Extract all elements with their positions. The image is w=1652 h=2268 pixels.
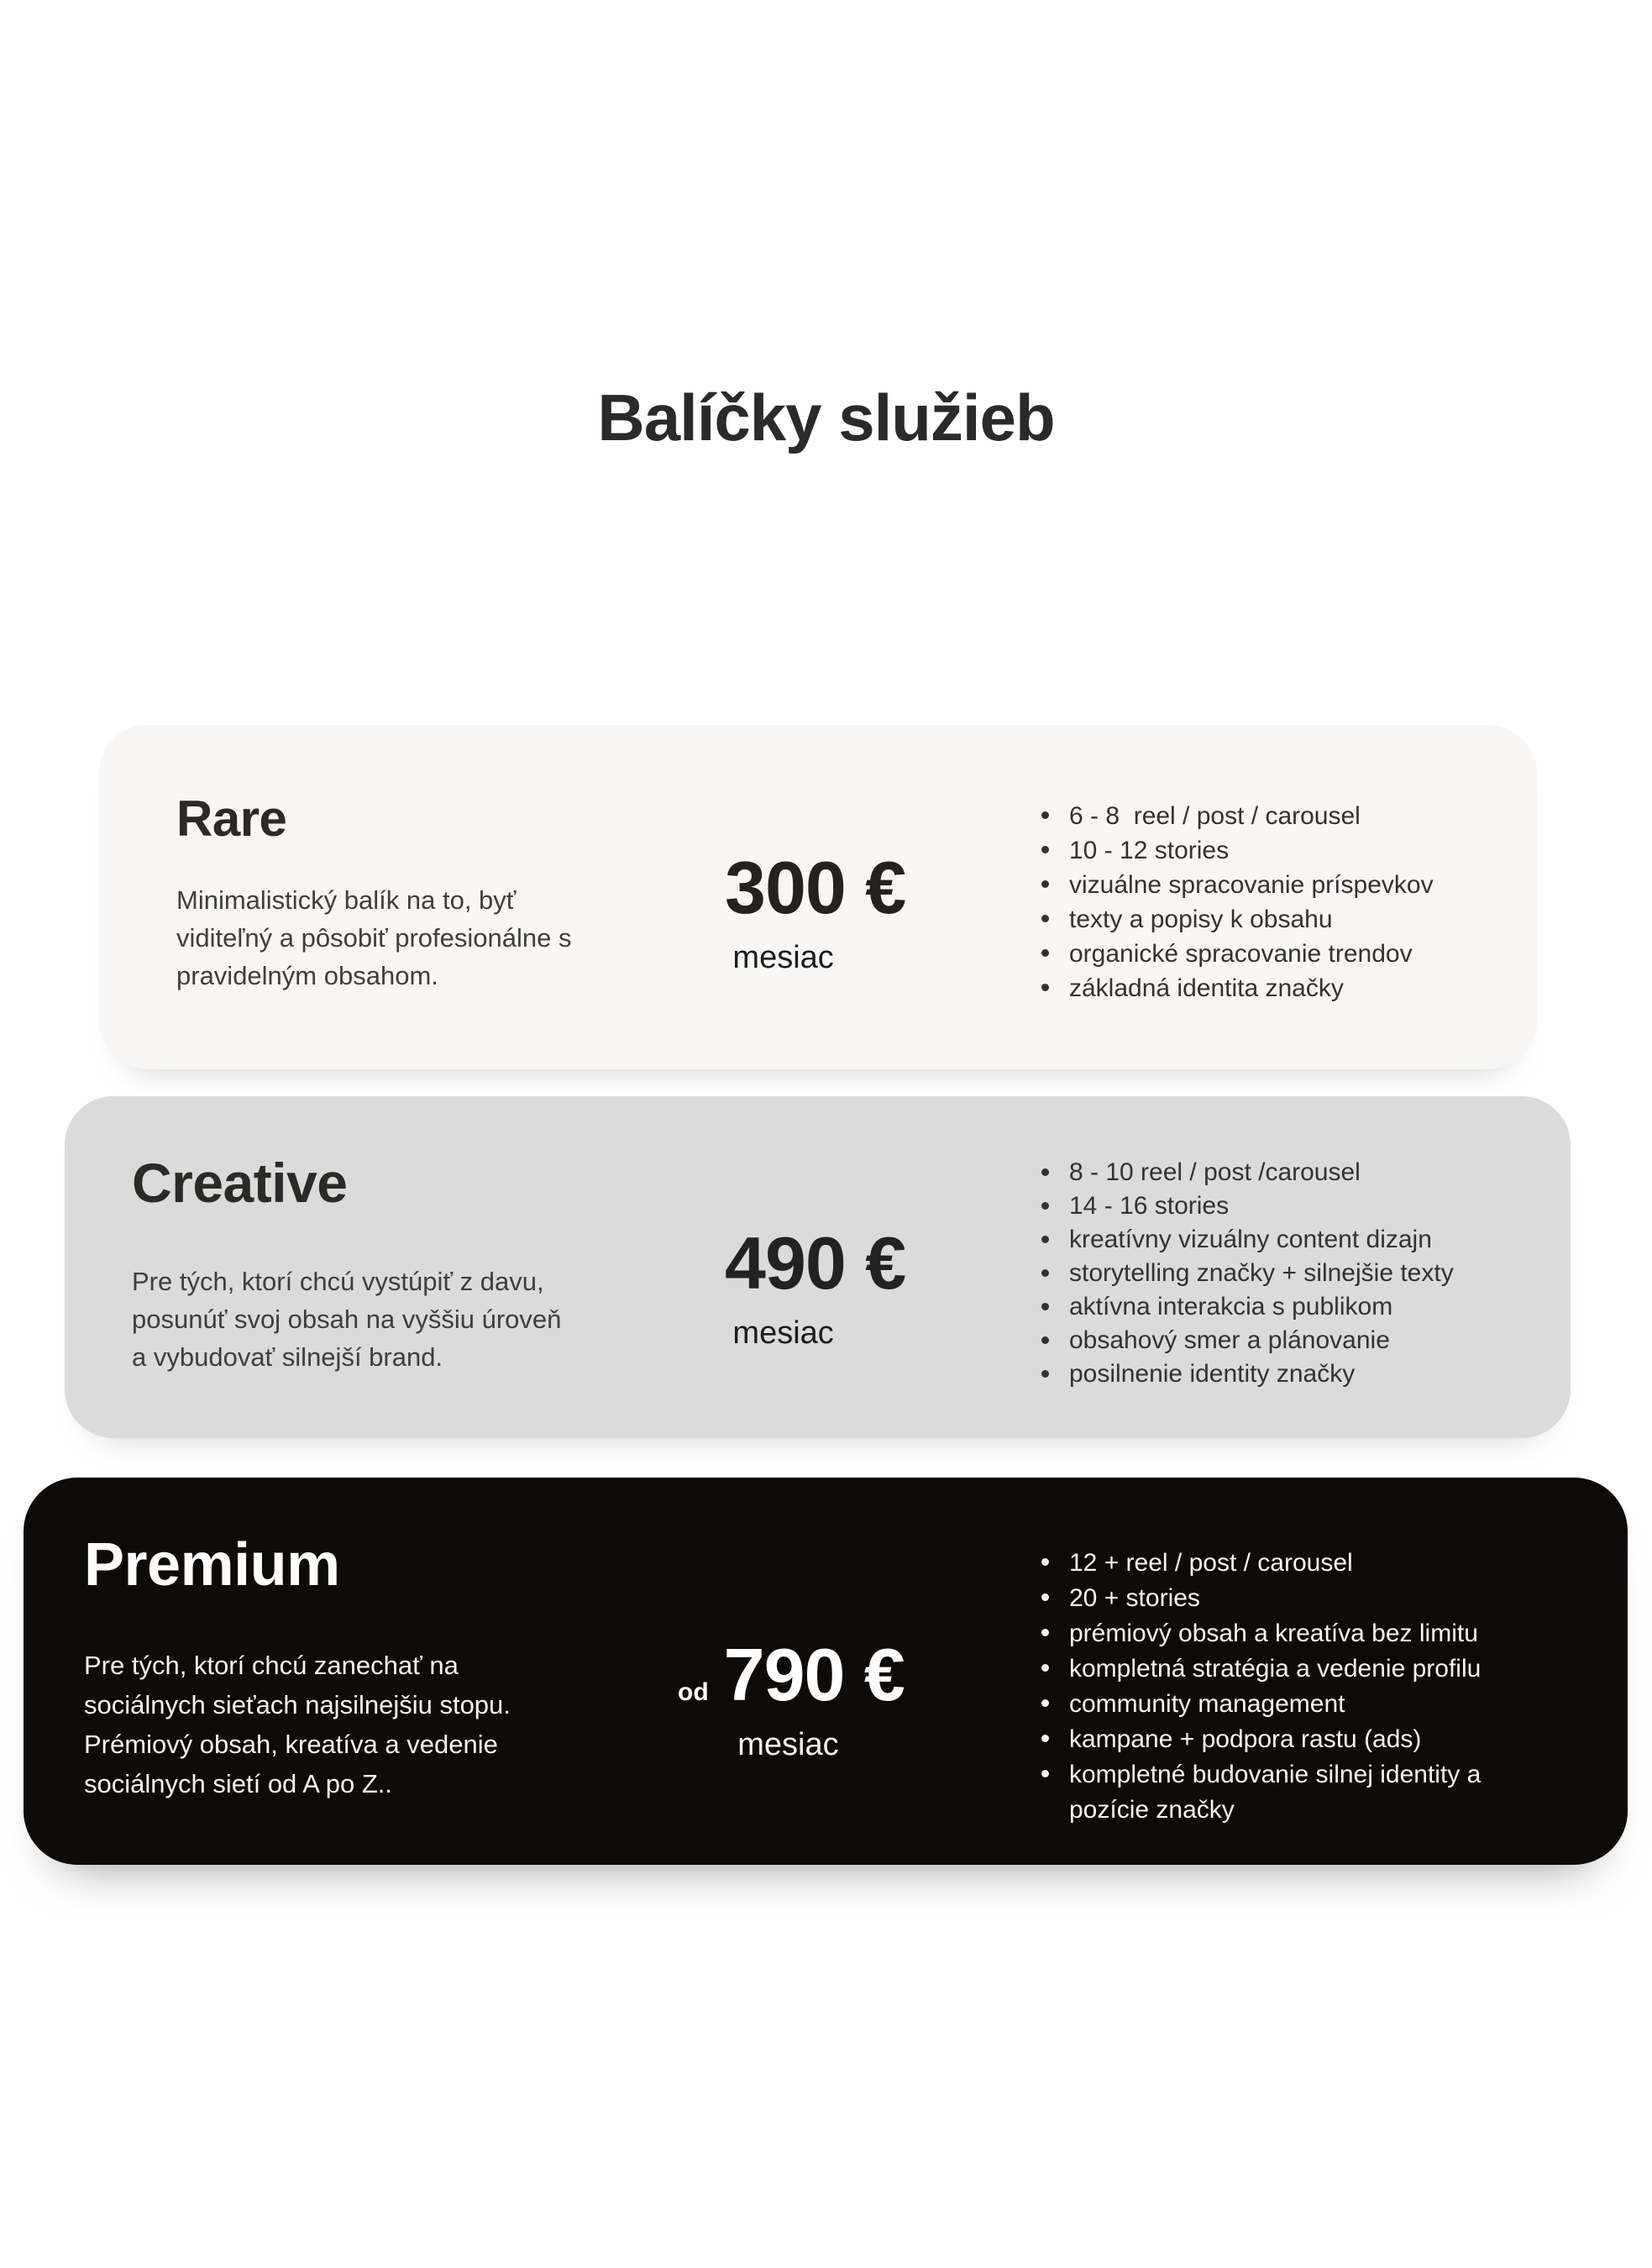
pricing-card-rare [99, 725, 1537, 1069]
bullet-dot-icon [1041, 915, 1049, 922]
bullet-dot-icon [1041, 1558, 1049, 1566]
bullet-dot-icon [1041, 1168, 1049, 1176]
feature-item [1041, 1687, 1562, 1722]
feature-item [1041, 868, 1579, 902]
feature-item [1041, 1757, 1562, 1828]
bullet-dot-icon [1041, 880, 1049, 888]
bullet-dot-icon [1041, 1735, 1049, 1742]
feature-item [1041, 1156, 1596, 1189]
plan-description: Minimalistický balík na to, byť viditeľný a pôsobiť profesionálne s pravidelným obsahom. [176, 885, 572, 990]
price-amount: 790 € [723, 1633, 905, 1716]
feature-text: community management [1069, 1690, 1345, 1718]
plan-info [176, 790, 600, 995]
feature-text: kompletné budovanie silnej identity a pozície značky [1069, 1761, 1488, 1824]
bullet-dot-icon [1041, 1593, 1049, 1601]
feature-item [1041, 1189, 1596, 1223]
price-amount: 300 € [725, 846, 906, 929]
feature-text: aktívna interakcia s publikom [1069, 1293, 1393, 1320]
feature-text: vizuálne spracovanie príspevkov [1069, 871, 1434, 899]
feature-text: 8 - 10 reel / post /carousel [1069, 1158, 1361, 1186]
feature-text: základná identita značky [1069, 974, 1344, 1002]
feature-item [1041, 1651, 1562, 1687]
feature-item [1041, 1722, 1562, 1757]
bullet-dot-icon [1041, 846, 1049, 853]
feature-item [1041, 799, 1579, 833]
bullet-dot-icon [1041, 1699, 1049, 1707]
feature-list [1041, 1156, 1596, 1391]
price-line [678, 1633, 905, 1716]
feature-text: kreatívny vizuálny content dizajn [1069, 1226, 1432, 1253]
feature-item [1041, 1616, 1562, 1651]
feature-text: storytelling značky + silnejšie texty [1069, 1259, 1454, 1287]
price-line [725, 1221, 906, 1305]
bullet-dot-icon [1041, 949, 1049, 957]
bullet-dot-icon [1041, 811, 1049, 819]
price-period: mesiac [732, 1315, 834, 1351]
feature-text: obsahový smer a plánovanie [1069, 1326, 1390, 1354]
price-block [725, 846, 906, 976]
feature-text: 10 - 12 stories [1069, 837, 1230, 864]
feature-item [1041, 1257, 1596, 1290]
feature-item [1041, 971, 1579, 1005]
feature-text: 12 + reel / post / carousel [1069, 1549, 1353, 1577]
feature-item [1041, 1223, 1596, 1257]
price-amount: 490 € [725, 1221, 906, 1305]
feature-text: kampane + podpora rastu (ads) [1069, 1725, 1422, 1753]
feature-item [1041, 1581, 1562, 1616]
feature-item [1041, 1324, 1596, 1357]
feature-text: kompletná stratégia a vedenie profilu [1069, 1655, 1482, 1683]
feature-text: prémiový obsah a kreatíva bez limitu [1069, 1620, 1478, 1647]
bullet-dot-icon [1041, 1770, 1049, 1777]
bullet-dot-icon [1041, 1629, 1049, 1636]
feature-list [1041, 799, 1579, 1005]
bullet-dot-icon [1041, 1370, 1049, 1378]
price-prefix: od [678, 1678, 709, 1706]
feature-text: 6 - 8 reel / post / carousel [1069, 802, 1361, 830]
pricing-card-premium [24, 1478, 1628, 1865]
price-block [678, 1633, 905, 1763]
feature-text: posilnenie identity značky [1069, 1360, 1356, 1388]
bullet-dot-icon [1041, 1664, 1049, 1672]
price-period: mesiac [732, 940, 834, 975]
bullet-dot-icon [1041, 1269, 1049, 1277]
plan-description: Pre tých, ktorí chcú zanechať na sociálnych sieťach najsilnejšiu stopu. Prémiový obsah, kreatíva a vedenie sociálnych sietí od A po Z.. [84, 1651, 511, 1798]
feature-item [1041, 1290, 1596, 1324]
feature-item [1041, 1357, 1596, 1391]
plan-name: Rare [176, 790, 287, 847]
bullet-dot-icon [1041, 1236, 1049, 1243]
feature-list [1041, 1546, 1562, 1828]
feature-text: 14 - 16 stories [1069, 1192, 1230, 1220]
feature-item [1041, 937, 1579, 971]
bullet-dot-icon [1041, 1303, 1049, 1310]
price-line [725, 846, 906, 929]
plan-info [84, 1531, 512, 1803]
plan-name: Premium [84, 1531, 340, 1599]
pricing-card-creative [65, 1096, 1571, 1438]
plan-description: Pre tých, ktorí chcú vystúpiť z davu, posunúť svoj obsah na vyššiu úroveň a vybudovať silnejší brand. [132, 1267, 562, 1372]
bullet-dot-icon [1041, 984, 1049, 991]
feature-text: 20 + stories [1069, 1584, 1200, 1612]
bullet-dot-icon [1041, 1336, 1049, 1344]
plan-name: Creative [132, 1152, 348, 1214]
feature-text: texty a popisy k obsahu [1069, 906, 1333, 933]
feature-item [1041, 833, 1579, 868]
price-block [725, 1221, 906, 1352]
bullet-dot-icon [1041, 1202, 1049, 1210]
feature-item [1041, 1546, 1562, 1581]
plan-info [132, 1152, 573, 1376]
price-period: mesiac [737, 1727, 839, 1762]
feature-text: organické spracovanie trendov [1069, 940, 1413, 968]
page-title: Balíčky služieb [597, 381, 1055, 454]
feature-item [1041, 902, 1579, 937]
